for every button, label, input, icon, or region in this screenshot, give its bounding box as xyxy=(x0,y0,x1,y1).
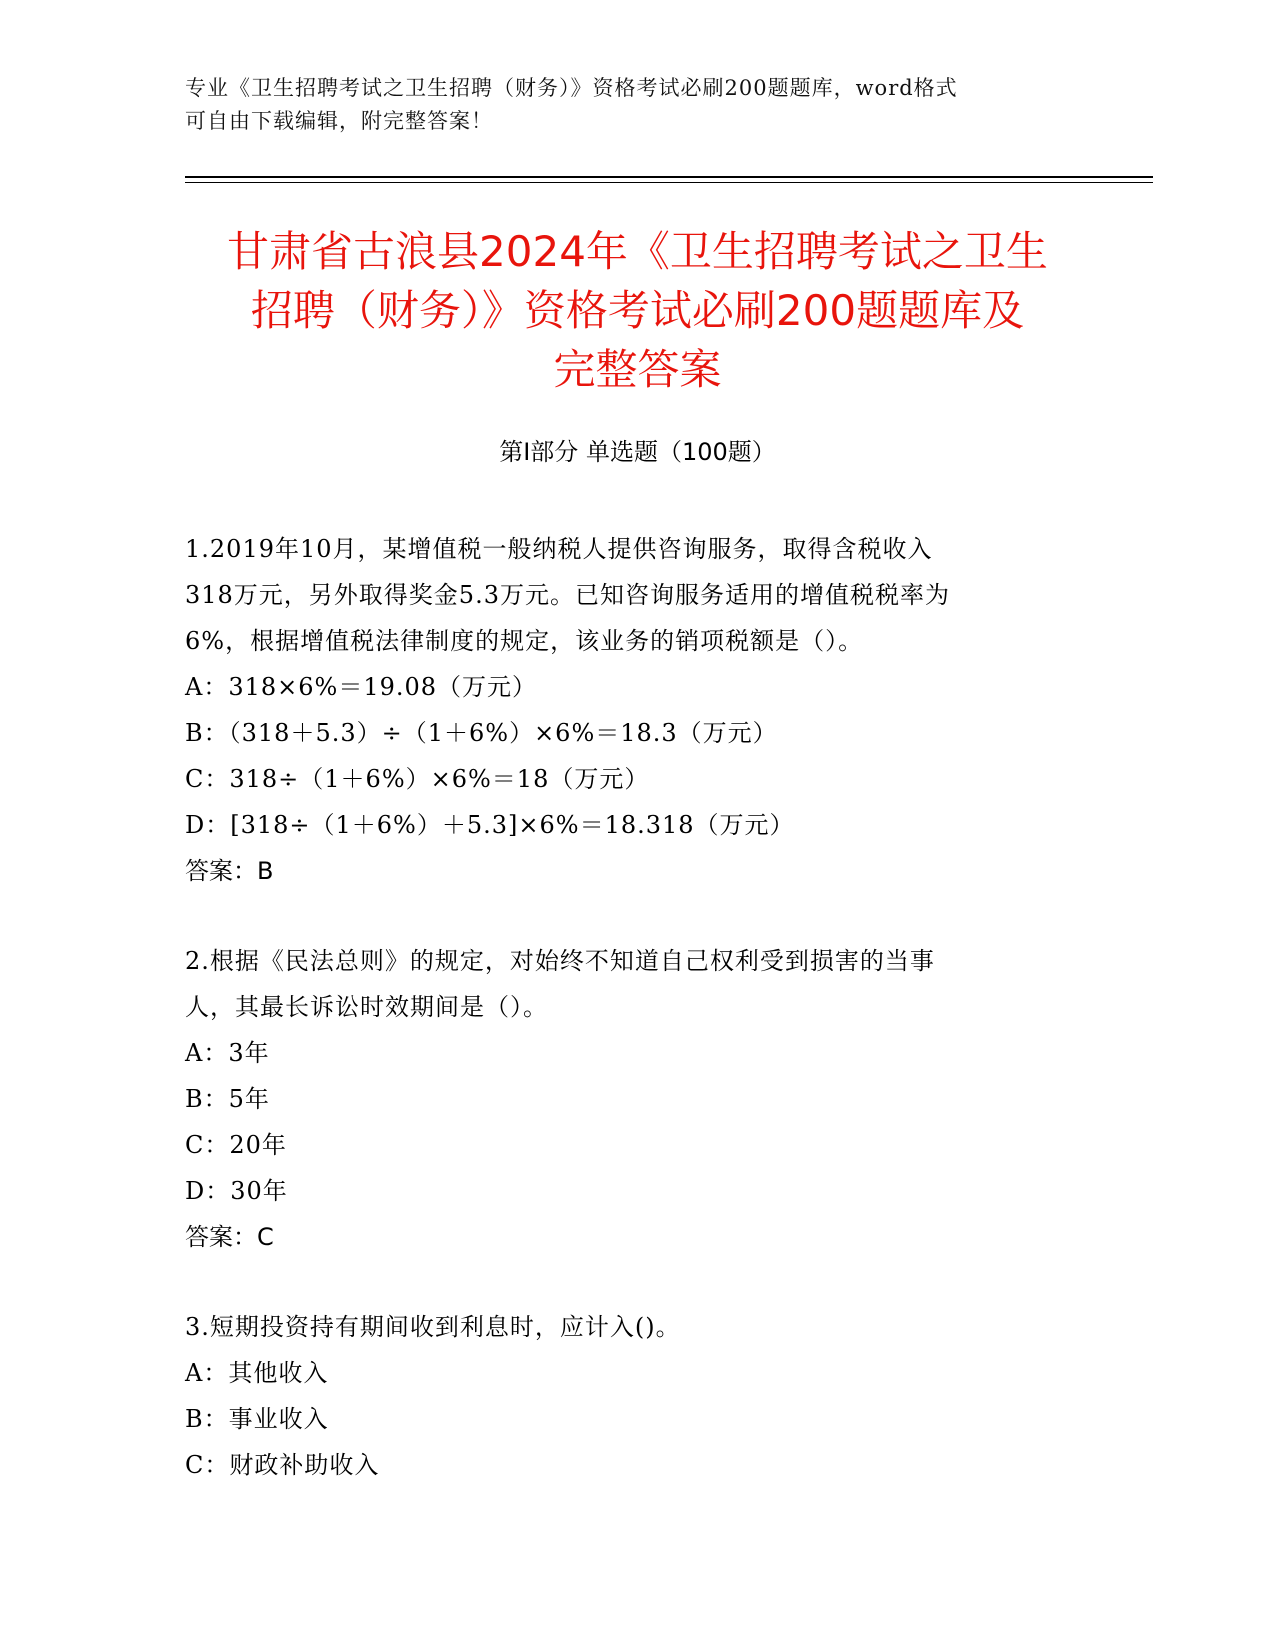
section-heading: 第Ⅰ部分 单选题（100题） xyxy=(499,438,776,466)
header-divider-thick xyxy=(185,176,1153,178)
header-note xyxy=(185,72,1085,138)
title-line-1: 甘肃省古浪县2024年《卫生招聘考试之卫生 xyxy=(227,227,1048,276)
option-a: A：3年 xyxy=(185,1039,270,1067)
answer: 答案：C xyxy=(185,1223,274,1251)
question-stem-line: 2.根据《民法总则》的规定，对始终不知道自己权利受到损害的当事 xyxy=(185,947,935,975)
question-stem-line: 1.2019年10月，某增值税一般纳税人提供咨询服务，取得含税收入 xyxy=(185,535,933,563)
option-b: B：事业收入 xyxy=(185,1405,329,1433)
option-c: C：财政补助收入 xyxy=(185,1451,380,1479)
option-c: C：318÷（1＋6%）×6%＝18（万元） xyxy=(185,765,650,793)
title-line-3: 完整答案 xyxy=(553,345,722,394)
question-stem-line: 318万元，另外取得奖金5.3万元。已知咨询服务适用的增值税税率为 xyxy=(185,581,950,609)
question-stem-line: 人，其最长诉讼时效期间是（）。 xyxy=(185,993,548,1021)
question-1 xyxy=(185,526,1085,894)
header-note-line-2: 可自由下载编辑，附完整答案！ xyxy=(185,109,493,133)
question-stem-line: 6%，根据增值税法律制度的规定，该业务的销项税额是（）。 xyxy=(185,627,864,655)
header-divider-thin xyxy=(185,182,1153,183)
answer: 答案：B xyxy=(185,857,274,885)
option-d: D：[318÷（1＋6%）＋5.3]×6%＝18.318（万元） xyxy=(185,811,795,839)
question-spacer xyxy=(185,1260,1085,1304)
document-title xyxy=(160,222,1115,399)
option-d: D：30年 xyxy=(185,1177,288,1205)
option-c: C：20年 xyxy=(185,1131,287,1159)
question-list xyxy=(185,526,1085,1488)
option-a: A：318×6%＝19.08（万元） xyxy=(185,673,538,701)
question-3 xyxy=(185,1304,1085,1488)
header-note-line-1: 专业《卫生招聘考试之卫生招聘（财务）》资格考试必刷200题题库，word格式 xyxy=(185,76,958,100)
title-line-2: 招聘（财务）》资格考试必刷200题题库及 xyxy=(250,286,1025,335)
question-spacer xyxy=(185,894,1085,938)
option-b: B：5年 xyxy=(185,1085,270,1113)
question-stem-line: 3.短期投资持有期间收到利息时，应计入()。 xyxy=(185,1313,681,1341)
option-a: A：其他收入 xyxy=(185,1359,329,1387)
option-b: B：（318＋5.3）÷（1＋6%）×6%＝18.3（万元） xyxy=(185,719,778,747)
question-2 xyxy=(185,938,1085,1260)
